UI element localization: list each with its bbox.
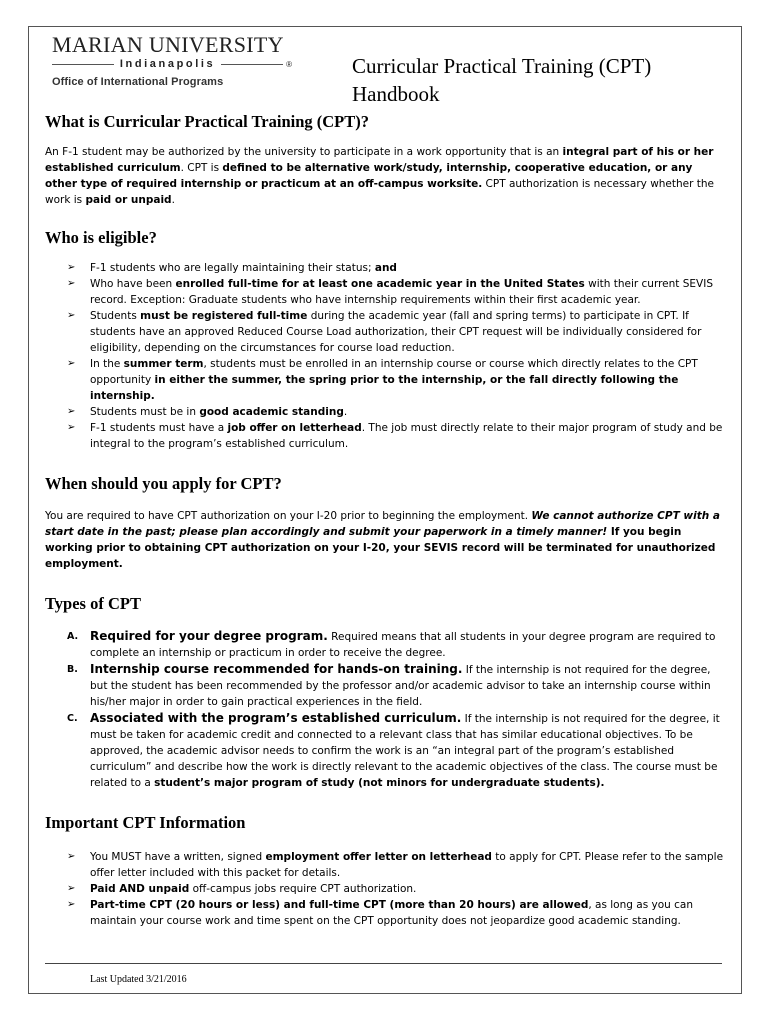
- text: In the: [90, 358, 124, 370]
- type-lead: Internship course recommended for hands-on training.: [90, 662, 463, 676]
- when-apply-paragraph: [45, 508, 725, 572]
- text: off-campus jobs require CPT authorization.: [189, 883, 417, 895]
- logo-city: Indianapolis: [119, 58, 216, 70]
- document-body: [45, 112, 725, 929]
- heading-when-apply: When should you apply for CPT?: [45, 474, 282, 493]
- arrow-bullet-icon: ➢: [67, 899, 76, 910]
- type-lead: Required for your degree program.: [90, 629, 328, 643]
- text: . The job must directly relate to their major program of study and be integral to the program’s established curriculum.: [90, 422, 723, 450]
- footer-last-updated: Last Updated 3/21/2016: [90, 974, 187, 985]
- arrow-bullet-icon: ➢: [67, 278, 76, 289]
- logo-university-first: MARIAN: [52, 32, 144, 57]
- text: If the internship is not required for the degree, it must be taken for academic credit and connected to a relevant class that has similar educational objectives. To be approved, the academic advisor needs to confirm the work is an “an integral part of the program’s established curriculum” and describe how the work is directly relevant to the academic objectives of the class. The course must be related to a: [90, 713, 720, 789]
- document-title: [352, 52, 732, 108]
- footer-rule: [45, 963, 722, 964]
- text-bold: paid or unpaid: [85, 194, 172, 206]
- text-bold: summer term: [123, 358, 204, 370]
- logo-university-name: [52, 34, 292, 56]
- list-item: [45, 404, 725, 420]
- list-item: [45, 276, 725, 308]
- text: , as long as you can maintain your course work and time spent on the CPT opportunity does not jeopardize good academic standing.: [90, 899, 693, 927]
- arrow-bullet-icon: ➢: [67, 883, 76, 894]
- text: .: [171, 194, 175, 206]
- university-logo: [52, 34, 292, 88]
- text: You are required to have CPT authorization on your I-20 prior to beginning the employment.: [45, 510, 532, 522]
- important-list: [45, 849, 725, 929]
- text-bold: good academic standing: [199, 406, 344, 418]
- text-bold: If you begin working prior to obtaining CPT authorization on your I-20, your SEVIS record will be terminated for unauthorized employment.: [45, 526, 716, 570]
- text: .: [343, 406, 348, 418]
- what-is-cpt-paragraph: [45, 144, 725, 208]
- text: Students must be in: [90, 406, 200, 418]
- text-bold: integral part of his or her established curriculum: [45, 146, 714, 174]
- arrow-bullet-icon: ➢: [67, 358, 76, 369]
- text: F-1 students must have a: [90, 422, 228, 434]
- list-item: [45, 897, 725, 929]
- text: . CPT is: [180, 162, 223, 174]
- text-bold: and: [374, 262, 397, 274]
- text-bold: student’s major program of study (not minors for undergraduate students).: [154, 777, 605, 789]
- text-bold-italic: We cannot authorize CPT with a start date in the past; please plan accordingly and submit your paperwork in a timely manner!: [45, 510, 720, 538]
- text: Students: [90, 310, 141, 322]
- text: with their current SEVIS record. Exception: Graduate students who have internship requirements within their first academic year.: [90, 278, 713, 306]
- text-bold: enrolled full-time for at least one academic year in the United States: [175, 278, 585, 290]
- text: F-1 students who are legally maintaining their status;: [90, 262, 375, 274]
- eligibility-list: [45, 260, 725, 452]
- arrow-bullet-icon: ➢: [67, 851, 76, 862]
- text: to apply for CPT. Please refer to the sample offer letter included with this packet for details.: [90, 851, 724, 879]
- text-bold: Part-time CPT (20 hours or less) and full-time CPT (more than 20 hours) are allowed: [90, 899, 589, 911]
- logo-rule-right: [221, 64, 283, 65]
- list-item: [45, 661, 725, 710]
- arrow-bullet-icon: ➢: [67, 406, 76, 417]
- list-item: [45, 356, 725, 404]
- text: Required means that all students in your degree program are required to complete an internship or practicum in order to receive the degree.: [90, 631, 716, 659]
- heading-who-is-eligible: Who is eligible?: [45, 228, 157, 247]
- text: If the internship is not required for the degree, but the student has been recommended by the professor and/or academic advisor to take an internship course within his/her major in order to gain practical experiences in the field.: [90, 664, 711, 708]
- heading-important-info: Important CPT Information: [45, 813, 246, 832]
- text: CPT authorization is necessary whether the work is: [45, 178, 715, 206]
- list-item: [45, 849, 725, 881]
- arrow-bullet-icon: ➢: [67, 422, 76, 433]
- list-item: [45, 710, 725, 791]
- heading-what-is-cpt: What is Curricular Practical Training (CPT)?: [45, 112, 370, 131]
- text: An F-1 student may be authorized by the university to participate in a work opportunity that is an: [45, 146, 563, 158]
- type-lead: Associated with the program’s established curriculum.: [90, 711, 462, 725]
- logo-university-second: UNIVERSITY: [148, 32, 284, 57]
- list-item: [45, 420, 725, 452]
- list-item: [45, 308, 725, 356]
- list-letter: C.: [67, 713, 78, 724]
- text: , students must be enrolled in an internship course or course which directly relates to the CPT opportunity: [90, 358, 698, 386]
- text-bold: defined to be alternative work/study, internship, cooperative education, or any other type of required internship or practicum at an off-campus worksite.: [45, 162, 693, 190]
- text-bold: job offer on letterhead: [227, 422, 362, 434]
- logo-rule-left: [52, 64, 114, 65]
- arrow-bullet-icon: ➢: [67, 310, 76, 321]
- arrow-bullet-icon: ➢: [67, 262, 76, 273]
- text: You MUST have a written, signed: [90, 851, 266, 863]
- list-item: [45, 260, 725, 276]
- list-letter: B.: [67, 664, 78, 675]
- logo-office: Office of International Programs: [52, 76, 224, 88]
- types-list: [45, 628, 725, 791]
- logo-city-row: [52, 57, 292, 71]
- text-bold: must be registered full-time: [140, 310, 308, 322]
- text: Who have been: [90, 278, 176, 290]
- text-bold: in either the summer, the spring prior to the internship, or the fall directly following the internship.: [90, 374, 679, 402]
- list-item: [45, 881, 725, 897]
- text-bold: Paid AND unpaid: [90, 883, 190, 895]
- text: during the academic year (fall and spring terms) to participate in CPT. If students have an approved Reduced Course Load authorization, their CPT request will be individually considered for eligibility, depending on the circumstances for course load reduction.: [90, 310, 702, 354]
- text-bold: employment offer letter on letterhead: [265, 851, 492, 863]
- registered-mark: ®: [286, 59, 292, 69]
- document-title-line1: Curricular Practical Training (CPT): [352, 54, 652, 78]
- document-title-line2: Handbook: [352, 82, 440, 106]
- list-letter: A.: [67, 631, 79, 642]
- heading-types-of-cpt: Types of CPT: [45, 594, 141, 613]
- list-item: [45, 628, 725, 661]
